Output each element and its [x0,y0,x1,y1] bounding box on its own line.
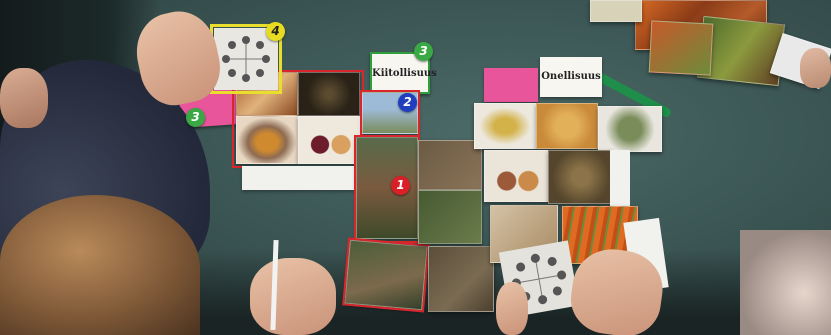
hand-left-edge [0,68,48,128]
frame-garden-path [354,135,420,243]
hand-pen [250,258,336,335]
badge-2: 2 [398,93,417,112]
badge-3-top: 3 [414,42,433,61]
badge-3-left: 3 [186,108,205,127]
photo-soil-2 [428,246,494,312]
photo-onion-pair [484,150,548,202]
label-card-onellisuus [540,57,602,97]
pink-note-right [484,68,538,102]
person-right-blurred [740,230,831,335]
label-onellisuus-text: Onellisuus [541,71,601,82]
photo-salad-bowl [474,103,536,149]
badge-4: 4 [266,22,285,41]
photo-greens-1 [418,190,482,244]
frame-garden-bottom [342,238,430,313]
photo-seeds-2 [548,150,614,204]
photo-soil-1 [418,140,482,190]
person-hair [0,195,200,335]
hand-right-thumb [496,282,528,335]
white-sheet-left [242,166,354,190]
label-kiitollisuus-text: Kiitollisuus [372,68,437,79]
photo-vegetables-top [649,20,714,75]
photo-potatoes [536,103,598,149]
badge-1: 1 [391,176,410,195]
photo-herb [598,106,662,152]
photo-fruit-top [590,0,642,22]
hand-top-right [800,48,831,88]
